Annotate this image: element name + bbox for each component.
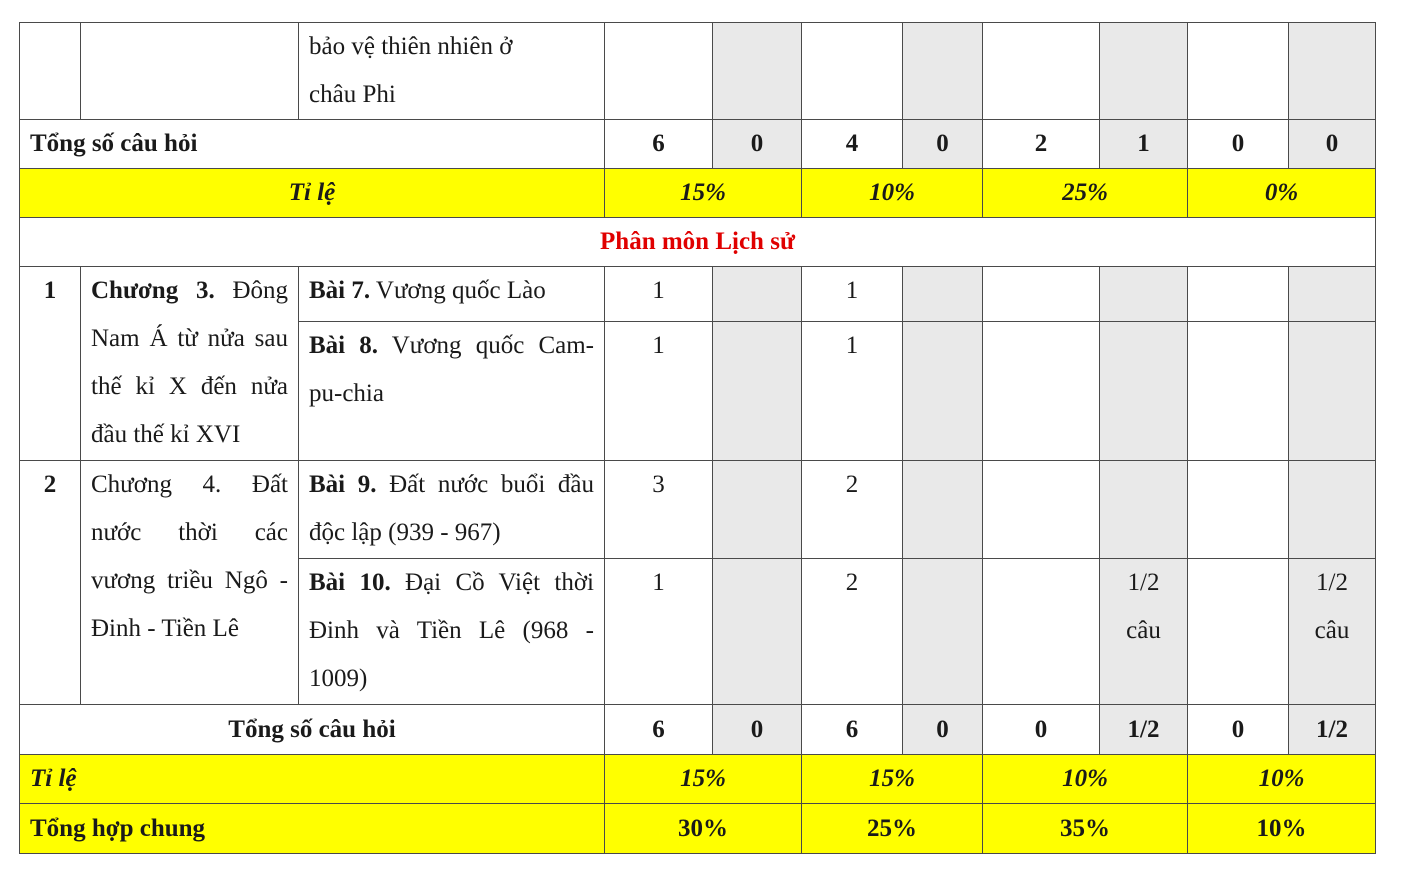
- chapter-cell: [81, 23, 299, 120]
- lesson-cell: [299, 559, 605, 705]
- value-cell: [1289, 267, 1376, 322]
- total-value: 4: [802, 120, 903, 169]
- lesson-name: Đại Cồ Việt thời Đinh và Tiền Lê (968 - 1009): [309, 569, 594, 692]
- value-cell: [983, 267, 1100, 322]
- total-value: 6: [802, 705, 903, 755]
- chapter-title: [81, 461, 299, 705]
- value-cell: [983, 23, 1100, 120]
- overall-value: 35%: [983, 804, 1188, 854]
- total-value: 1: [1100, 120, 1188, 169]
- ratio-value: 25%: [983, 169, 1188, 218]
- lesson-cell: [299, 322, 605, 461]
- value-cell: [903, 23, 983, 120]
- table-row: [20, 267, 1376, 322]
- total-value: 0: [1289, 120, 1376, 169]
- total-label: Tổng số câu hỏi: [20, 705, 605, 755]
- ratio-label: Tỉ lệ: [20, 169, 605, 218]
- lesson-label: Bài 9.: [309, 471, 377, 498]
- overall-value: 25%: [802, 804, 983, 854]
- lesson-cell: [299, 23, 605, 120]
- value-cell: [903, 559, 983, 705]
- value-cell: [1188, 461, 1289, 559]
- value-cell: [1188, 559, 1289, 705]
- ratio-value: 10%: [802, 169, 983, 218]
- section-title: Phân môn Lịch sử: [20, 218, 1376, 267]
- lesson-text: bảo vệ thiên nhiên ở: [309, 33, 513, 60]
- value-cell: [1100, 23, 1188, 120]
- value-cell: [1188, 267, 1289, 322]
- chapter-name: Chương 4. Đất nước thời các vương triều Ngô - Đinh - Tiền Lê: [91, 471, 288, 642]
- total-value: 0: [903, 705, 983, 755]
- value-cell: 1: [802, 267, 903, 322]
- value-cell: [1100, 267, 1188, 322]
- value-cell: [1100, 322, 1188, 461]
- total-row: [20, 120, 1376, 169]
- value-cell: [1289, 23, 1376, 120]
- lesson-name: Vương quốc Lào: [370, 277, 546, 304]
- value-cell: [983, 559, 1100, 705]
- ratio-value: 10%: [1188, 755, 1376, 804]
- value-cell: 1/2 câu: [1289, 559, 1376, 705]
- ratio-value: 15%: [605, 169, 802, 218]
- total-value: 6: [605, 705, 713, 755]
- total-value: 6: [605, 120, 713, 169]
- overall-value: 30%: [605, 804, 802, 854]
- value-cell: [1289, 461, 1376, 559]
- chapter-label: Chương 3.: [91, 277, 215, 304]
- value-cell: 1: [605, 322, 713, 461]
- value-cell: [1188, 322, 1289, 461]
- value-cell: [713, 461, 802, 559]
- total-value: 0: [713, 705, 802, 755]
- value-cell: [983, 461, 1100, 559]
- total-row: [20, 705, 1376, 755]
- value-cell: [903, 322, 983, 461]
- value-cell: 1: [605, 559, 713, 705]
- overall-label: Tổng hợp chung: [20, 804, 605, 854]
- ratio-label: Tỉ lệ: [20, 755, 605, 804]
- value-cell: 1: [605, 267, 713, 322]
- lesson-cell: [299, 461, 605, 559]
- no-cell: [20, 23, 81, 120]
- value-cell: 1/2 câu: [1100, 559, 1188, 705]
- value-cell: [1289, 322, 1376, 461]
- ratio-value: 10%: [983, 755, 1188, 804]
- overall-value: 10%: [1188, 804, 1376, 854]
- lesson-label: Bài 7.: [309, 277, 371, 304]
- total-value: 0: [1188, 120, 1289, 169]
- ratio-value: 0%: [1188, 169, 1376, 218]
- chapter-no: 2: [20, 461, 81, 705]
- value-cell: [903, 461, 983, 559]
- lesson-text: châu Phi: [309, 81, 396, 108]
- table-row: [20, 461, 1376, 559]
- value-cell: 2: [802, 461, 903, 559]
- lesson-label: Bài 10.: [309, 569, 391, 596]
- chapter-name: Đông Nam Á từ nửa sau thế kỉ X đến nửa đầu thế kỉ XVI: [91, 277, 288, 448]
- total-label: Tổng số câu hỏi: [20, 120, 605, 169]
- value-cell: [713, 559, 802, 705]
- total-value: 1/2: [1100, 705, 1188, 755]
- table-row: [20, 23, 1376, 120]
- lesson-cell: [299, 267, 605, 322]
- exam-matrix-table: [19, 22, 1376, 854]
- value-cell: [713, 267, 802, 322]
- lesson-label: Bài 8.: [309, 332, 379, 359]
- total-value: 1/2: [1289, 705, 1376, 755]
- total-value: 0: [713, 120, 802, 169]
- value-cell: [983, 322, 1100, 461]
- lesson-name: Đất nước buổi đầu độc lập (939 - 967): [309, 471, 594, 546]
- value-cell: [903, 267, 983, 322]
- chapter-no: 1: [20, 267, 81, 461]
- value-cell: [1188, 23, 1289, 120]
- value-cell: [1100, 461, 1188, 559]
- total-value: 0: [983, 705, 1100, 755]
- ratio-row: [20, 755, 1376, 804]
- value-cell: 2: [802, 559, 903, 705]
- total-value: 0: [903, 120, 983, 169]
- ratio-row: [20, 169, 1376, 218]
- value-cell: [605, 23, 713, 120]
- value-cell: [713, 322, 802, 461]
- value-cell: [713, 23, 802, 120]
- value-cell: 1: [802, 322, 903, 461]
- chapter-title: [81, 267, 299, 461]
- value-cell: 3: [605, 461, 713, 559]
- lesson-name: Vương quốc Cam-pu-chia: [309, 332, 594, 407]
- value-cell: [802, 23, 903, 120]
- total-value: 0: [1188, 705, 1289, 755]
- section-row: [20, 218, 1376, 267]
- ratio-value: 15%: [802, 755, 983, 804]
- ratio-value: 15%: [605, 755, 802, 804]
- overall-row: [20, 804, 1376, 854]
- total-value: 2: [983, 120, 1100, 169]
